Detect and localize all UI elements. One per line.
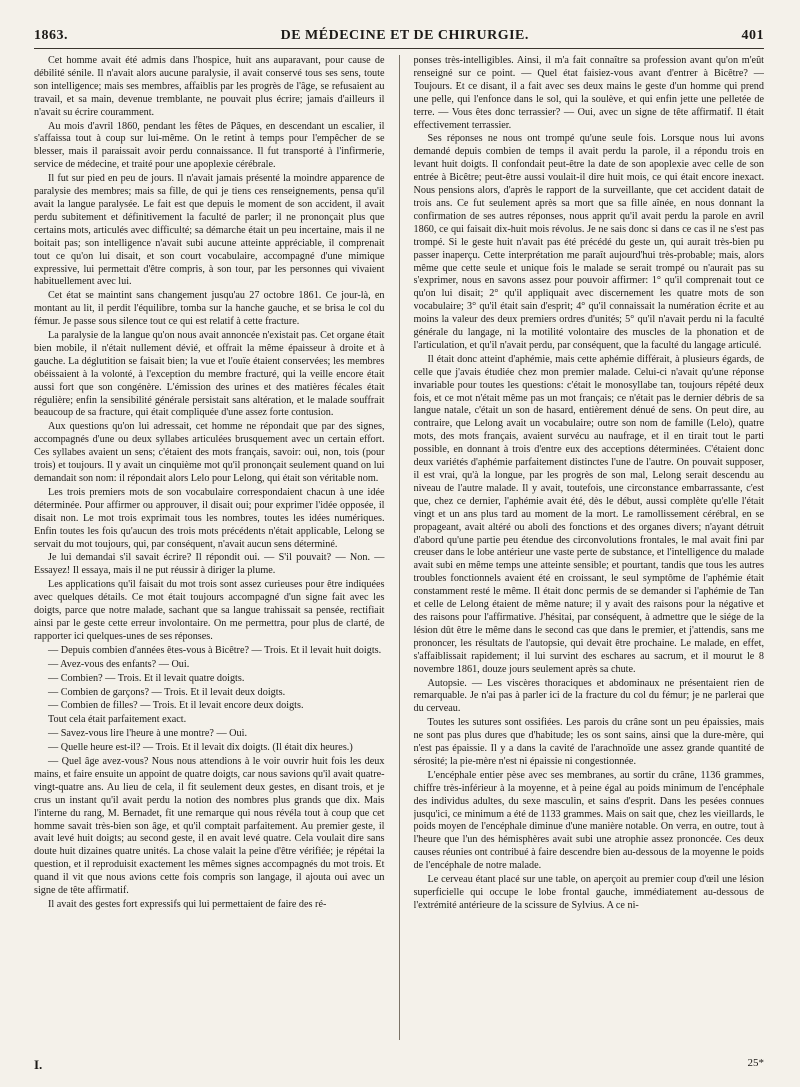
column-divider [399, 55, 400, 1040]
volume-mark: I. [34, 1057, 43, 1072]
paragraph: Le cerveau étant placé sur une table, on aperçoit au premier coup d'œil une lésion superficielle qui occupe le lobe frontal gauche, immédiatement au-dessous de l'extrémité antérieure de la scissure de Sylvius. A ce ni- [413, 874, 764, 911]
paragraph: Il était donc atteint d'aphémie, mais cette aphémie différait, à plusieurs égards, de celle que j'avais étudiée chez mon premier malade. Celui-ci n'avait qu'une réponse invariable pour toutes les questions: c'était le monosyllabe tan, toujours répété deux fois, et ce mot n'était même pas un mot français; ce n'était pas le dernier débris de sa langue natale, c'était un son de hasard, entièrement dénué de sens. On peut dire, au contraire, que Lelong avait un vocabulaire; outre son nom de famille (Lelo), quatre mots, des mots français, avaient survécu au naufrage, et il en tirait tout le parti possible, en donnant à trois d'entre eux des acceptions déterminées. C'étaient donc deux variétés d'aphémie parfaitement distinctes l'une de l'autre. On pouvait supposer, il est vrai, qu'à la longue, par les progrès de son mal, Lelong serait descendu au niveau de l'autre malade. Il y avait, toutefois, une circonstance embarrassante, c'est que, chez ce dernier, l'aphémie avait été, dès le début, aussi complète qu'elle l'était vingt et un ans plus tard au moment de la mort. Le ramollissement cérébral, en se propageant, avait altéré ou aboli des fonctions et des organes divers; n'ayant détruit d'abord qu'une partie peu étendue des circonvolutions frontales, le mal avait fini par creuser dans le lobe antérieur une vaste perte de substance, et l'intelligence du malade avait subi en même temps une atteinte sensible; et pourtant, tandis que tous les autres troubles fonctionnels avaient été en croissant, le seul symptôme de l'aphémie était constamment resté le même. Il était donc permis de se demander si l'aphémie de Tan et celle de Lelong étaient de même nature; il y avait des raisons pour la négative et des raisons pour l'affirmative. J'hésitai, par conséquent, à admettre que le siége de la lésion dût être le même dans le second cas que dans le premier, et j'attendis, sans me prononcer, les résultats de l'autopsie, qui devait être prochaine. Le malade, en effet, s'affaiblissait rapidement; il lui survint des eschares au sacrum, et il mourut le 8 novembre 1861, douze jours seulement après sa chute. [413, 353, 764, 675]
paragraph: La paralysie de la langue qu'on nous avait annoncée n'existait pas. Cet organe était bien mobile, il n'était nullement dévié, et offrait la même épaisseur à droite et à gauche. La déglutition se faisait bien; la vue et l'ouïe étaient conservées; les membres obéissaient à la volonté, à l'exception du membre fracturé, qui la veille encore était aussi fort que son congénère. L'émission des urines et des matières fécales était régulière; enfin la sensibilité générale persistait sans altération, et le malade souffrait beaucoup de sa fracture, qui était compliquée d'une assez forte contusion. [34, 330, 385, 419]
paragraph: Cet homme avait été admis dans l'hospice, huit ans auparavant, pour cause de débilité sénile. Il n'avait alors aucune paralysie, il avait conservé tous ses sens, toute son intelligence; mais ses membres, affaiblis par les progrès de l'âge, se refusaient au travail, et sa main, devenue tremblante, ne pouvait plus écrire; jamais d'ailleurs il n'avait su écrire couramment. [34, 55, 385, 118]
paragraph: Autopsie. — Les viscères thoraciques et abdominaux ne présentaient rien de remarquable. Je n'ai pas à parler ici de la fracture du col du fémur; je ne parlerai que du cerveau. [413, 677, 764, 715]
paragraph: Il avait des gestes fort expressifs qui lui permettaient de faire des ré- [48, 899, 327, 910]
left-column [34, 55, 385, 1040]
text-columns [34, 55, 764, 1040]
signature-mark: 25* [747, 1057, 764, 1069]
header-page-number: 401 [741, 28, 764, 43]
paragraph: Toutes les sutures sont ossifiées. Les parois du crâne sont un peu épaissies, mais ne sont pas plus dures que d'habitude; les os sont sains, ainsi que la dure-mère, qui n'est pas épaissie. Il y a dans la cavité de l'arachnoïde une assez grande quantité de sérosité; la pie-mère n'est ni épaissie ni congestionnée. [413, 717, 764, 767]
paragraph: Au mois d'avril 1860, pendant les fêtes de Pâques, en descendant un escalier, il s'affaissa tout à coup sur lui-même. On le retint à temps pour l'empêcher de se blesser, mais il paraissait avoir perdu connaissance. Il fut transporté à l'infirmerie, service de médecine, et traité pour une apoplexie cérébrale. [34, 120, 385, 171]
header-year: 1863. [34, 28, 68, 43]
paragraph: Cet état se maintint sans changement jusqu'au 27 octobre 1861. Ce jour-là, en montant au lit, il perdit l'équilibre, tomba sur la hanche gauche, et se brisa le col du fémur. Je passe sous silence tout ce qui est relatif à cette fracture. [34, 290, 385, 328]
paragraph: — Quel âge avez-vous? Nous nous attendions à le voir ouvrir huit fois les deux mains, et faire ensuite un appoint de quatre doigts, car nous savions qu'il avait quatre-vingt-quatre ans. Au lieu de cela, il fit seulement deux gestes, en disant trois, et je crus un instant qu'il avait perdu la notion des nombres plus grands que dix. Mais l'interne du rang, M. Bernadet, fit une remarque qui nous révéla tout à coup que cet homme savait très-bien son âge, et qu'il comptait parfaitement. Au premier geste, il avait levé huit doigts; au second geste, il en avait levé quatre. Cela voulait dire sans doute huit dizaines quatre unités. La chose valait la peine d'être vérifiée; je répétai la question, et il reproduisit exactement les mêmes signes accompagnés du mot trois. Et quand il vit que nous avions cette fois compris son langage, il ajouta oui avec un signe de tête affirmatif. [34, 756, 385, 897]
right-column [414, 55, 765, 1040]
paragraph: — Combien de filles? — Trois. Et il levait encore deux doigts. [48, 700, 304, 712]
paragraph: Je lui demandai s'il savait écrire? Il répondit oui. — S'il pouvait? — Non. — Essayez! Il essaya, mais il ne put réussir à diriger la plume. [34, 552, 385, 577]
paragraph: Les applications qu'il faisait du mot trois sont assez curieuses pour être indiquées avec quelques détails. Ce mot était toujours accompagné d'un signe fait avec les doigts, parce que notre malade, sachant que sa langue trahissait sa pensée, rectifiait ainsi par le geste cette erreur involontaire. On me permettra, pour plus de clarté, de rapporter ici quelques-unes de ses réponses. [34, 579, 385, 642]
paragraph: L'encéphale entier pèse avec ses membranes, au sortir du crâne, 1136 grammes, chiffre très-inférieur à la moyenne, et à peine égal au poids minimum de l'encéphale des individus adultes, du sexe masculin, et sains d'esprit. Dans les pesées connues jusqu'ici, ce minimum a été de 1133 grammes. Mais on sait que, chez les vieillards, le poids moyen de l'encéphale diminue d'une manière notable. On verra, en outre, tout à l'heure que l'un des hémisphères avait subi une atrophie assez prononcée. Ces deux causes réunies ont contribué à faire descendre bien au-dessous de la moyenne le poids de l'encéphale de notre malade. [413, 769, 764, 872]
paragraph: Tout cela était parfaitement exact. [48, 714, 187, 726]
paragraph: — Combien? — Trois. Et il levait quatre doigts. [48, 672, 245, 684]
page-footer [34, 1057, 764, 1073]
paragraph: — Depuis combien d'années êtes-vous à Bicêtre? — Trois. Et il levait huit doigts. [48, 644, 382, 656]
paragraph: Aux questions qu'on lui adressait, cet homme ne répondait que par des signes, accompagnés d'une ou deux syllabes articulées brusquement avec un certain effort. Ces syllabes avaient un sens; c'étaient des mots français, savoir: oui, non, tois (pour trois) et toujours. Il y avait un cinquième mot qu'il prononçait seulement quand on lui demandait son nom: il répondait alors Lelo pour Lelong, qui était son véritable nom. [34, 421, 385, 484]
header-title: DE MÉDECINE ET DE CHIRURGIE. [280, 28, 529, 43]
paragraph: — Combien de garçons? — Trois. Et il levait deux doigts. [48, 686, 286, 698]
paragraph: — Avez-vous des enfants? — Oui. [48, 658, 190, 670]
paragraph: — Quelle heure est-il? — Trois. Et il levait dix doigts. (Il était dix heures.) [48, 742, 353, 754]
running-header [34, 28, 764, 49]
paragraph: — Savez-vous lire l'heure à une montre? — Oui. [48, 728, 248, 740]
paragraph: Il fut sur pied en peu de jours. Il n'avait jamais présenté la moindre apparence de paralysie des membres; mais sa fille, de qui je tiens ces renseignements, pensa qu'il avait la langue paralysée. Le fait est que depuis le moment de son accident, il avait perdu subitement et définitivement la faculté de parler; il ne prononçait plus que certains mots, articulés avec difficulté; sa démarche était un peu incertaine, mais il ne boitait pas; son intelligence n'avait subi aucune atteinte appréciable, il comprenait tout ce qu'on lui disait, et son court vocabulaire, accompagné d'une mimique expressive, lui permettait d'être compris, à son tour, par les personnes qui vivaient habituellement avec lui. [34, 173, 385, 288]
paragraph: Les trois premiers mots de son vocabulaire correspondaient chacun à une idée déterminée. Pour affirmer ou approuver, il disait oui; pour exprimer l'idée opposée, il disait non. Le mot trois exprimait tous les nombres, toutes les idées numériques. Enfin toutes les fois qu'aucun des trois mots précédents n'était applicable, Lelong se servait du mot toujours, qui, par conséquent, n'avait aucun sens déterminé. [34, 486, 385, 550]
paragraph: ponses très-intelligibles. Ainsi, il m'a fait connaître sa profession avant qu'on m'eût renseigné sur ce point. — Quel état faisiez-vous avant d'entrer à Bicêtre? — Toujours. Et ce disant, il a fait avec ses deux mains le geste d'un homme qui prend une pelle, qui l'enfonce dans le sol, qui la soulève, et qui enfin jette une pelletée de terre. — Vous êtes donc terrassier? — Oui, avec un signe de tête affirmatif. Il était effectivement terrassier. [413, 55, 764, 131]
paragraph: Ses réponses ne nous ont trompé qu'une seule fois. Lorsque nous lui avons demandé depuis combien de temps il avait perdu la parole, il a répondu trois en levant huit doigts. Il confondait peut-être la date de son apoplexie avec celle de son entrée à Bicêtre; peut-être aussi voulait-il dire huit mois, ce qui était encore inexact. Nous pensions alors, d'après le rapport de la surveillante, que cet accident datait de trois ans. Ce fut seulement après sa mort que sa fille aînée, en nous donnant la confirmation de ses autres réponses, nous apprit qu'il avait perdu la parole en avril 1860, ce qui faisait dix-huit mois révolus. Je ne sais donc si dans ce cas il ne s'est pas trompé. Si le geste huit n'avait pas été précédé du geste un, qui aurait très-bien pu passer inaperçu. Cette interprétation me paraît aujourd'hui très-probable; mais, alors même que cette seule et unique fois le malade se serait trompé ou n'aurait pas su s'exprimer, nous en savons assez pour pouvoir affirmer: 1° qu'il comprenait tout ce qu'on lui disait; 2° qu'il appliquait avec discernement les quatre mots de son vocabulaire; 3° qu'il était sain d'esprit; 4° qu'il connaissait la numération écrite et au moins la valeur des deux premiers ordres d'unités; 5° qu'il n'avait perdu ni la faculté générale du langage, ni la motilité volontaire des muscles de la phonation et de l'articulation, et qu'il n'avait perdu, par conséquent, que la faculté du langage articulé. [413, 133, 764, 351]
